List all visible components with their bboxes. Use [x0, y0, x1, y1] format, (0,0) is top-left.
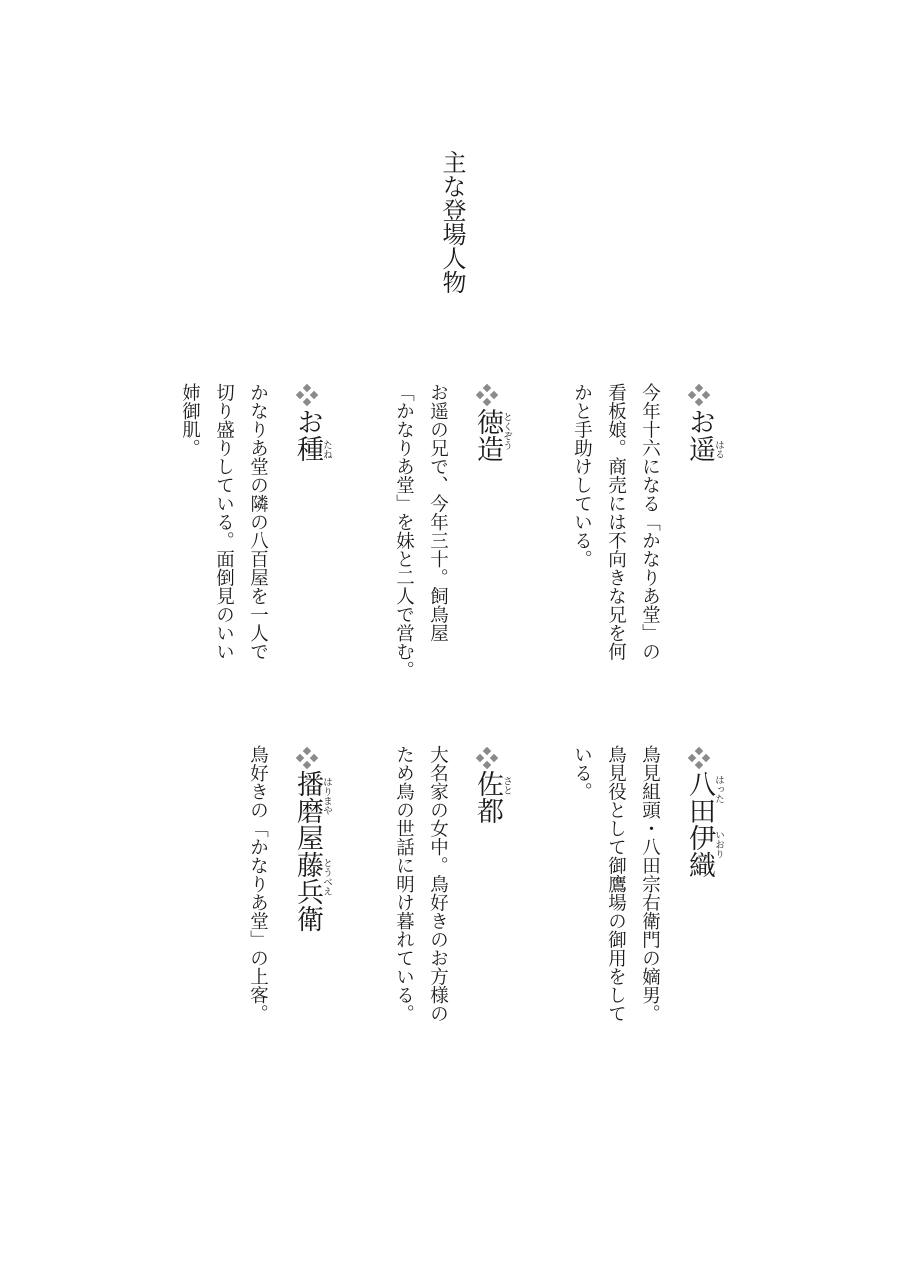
character-desc-line: 今年十六になる「かなりあ堂」の — [639, 383, 661, 661]
diamond-cluster-icon — [688, 384, 710, 406]
character-name: 八田伊織 — [684, 770, 715, 878]
character-desc-line: かと手助けしている。 — [571, 383, 593, 568]
diamond-cluster-icon — [476, 747, 498, 769]
character-ruby: とうべえ — [321, 858, 332, 896]
character-ruby: はる — [713, 440, 724, 459]
character-desc-line: かなりあ堂の隣の八百屋を一人で — [247, 383, 269, 661]
character-ruby: はった — [713, 775, 724, 804]
character-desc-line: 大名家の女中。鳥好きのお方様の — [427, 745, 449, 1023]
character-name: 播磨屋藤兵衛 — [292, 770, 323, 932]
character-desc-line: 姉御肌。 — [179, 383, 201, 457]
character-desc-line: 鳥見役として御鷹場の御用をして — [605, 745, 627, 1023]
page-title: 主な登場人物 — [438, 150, 466, 294]
character-desc-line: お遥の兄で、今年三十。飼鳥屋 — [427, 383, 449, 642]
character-name: お種 — [292, 408, 323, 462]
character-name: 徳造 — [472, 408, 503, 462]
diamond-cluster-icon — [476, 384, 498, 406]
character-desc-line: 鳥好きの「かなりあ堂」の上客。 — [247, 745, 269, 1023]
character-ruby: さと — [501, 776, 512, 795]
character-desc-line: 看板娘。商売には不向きな兄を何 — [605, 383, 627, 661]
diamond-cluster-icon — [296, 747, 318, 769]
character-desc-line: 「かなりあ堂」を妹と二人で営む。 — [393, 383, 415, 679]
character-desc-line: 鳥見組頭・八田宗右衛門の嫡男。 — [639, 745, 661, 1023]
diamond-cluster-icon — [688, 747, 710, 769]
character-name: お遥 — [684, 408, 715, 462]
character-name: 佐都 — [472, 770, 503, 824]
character-desc-line: 切り盛りしている。面倒見のいい — [213, 383, 235, 661]
character-ruby: たね — [321, 440, 332, 459]
character-ruby: とくぞう — [501, 412, 512, 450]
character-ruby: はりまや — [321, 777, 332, 815]
character-desc-line: いる。 — [571, 745, 593, 801]
character-desc-line: ため鳥の世話に明け暮れている。 — [393, 745, 415, 1023]
diamond-cluster-icon — [296, 384, 318, 406]
character-ruby: いおり — [713, 830, 724, 859]
